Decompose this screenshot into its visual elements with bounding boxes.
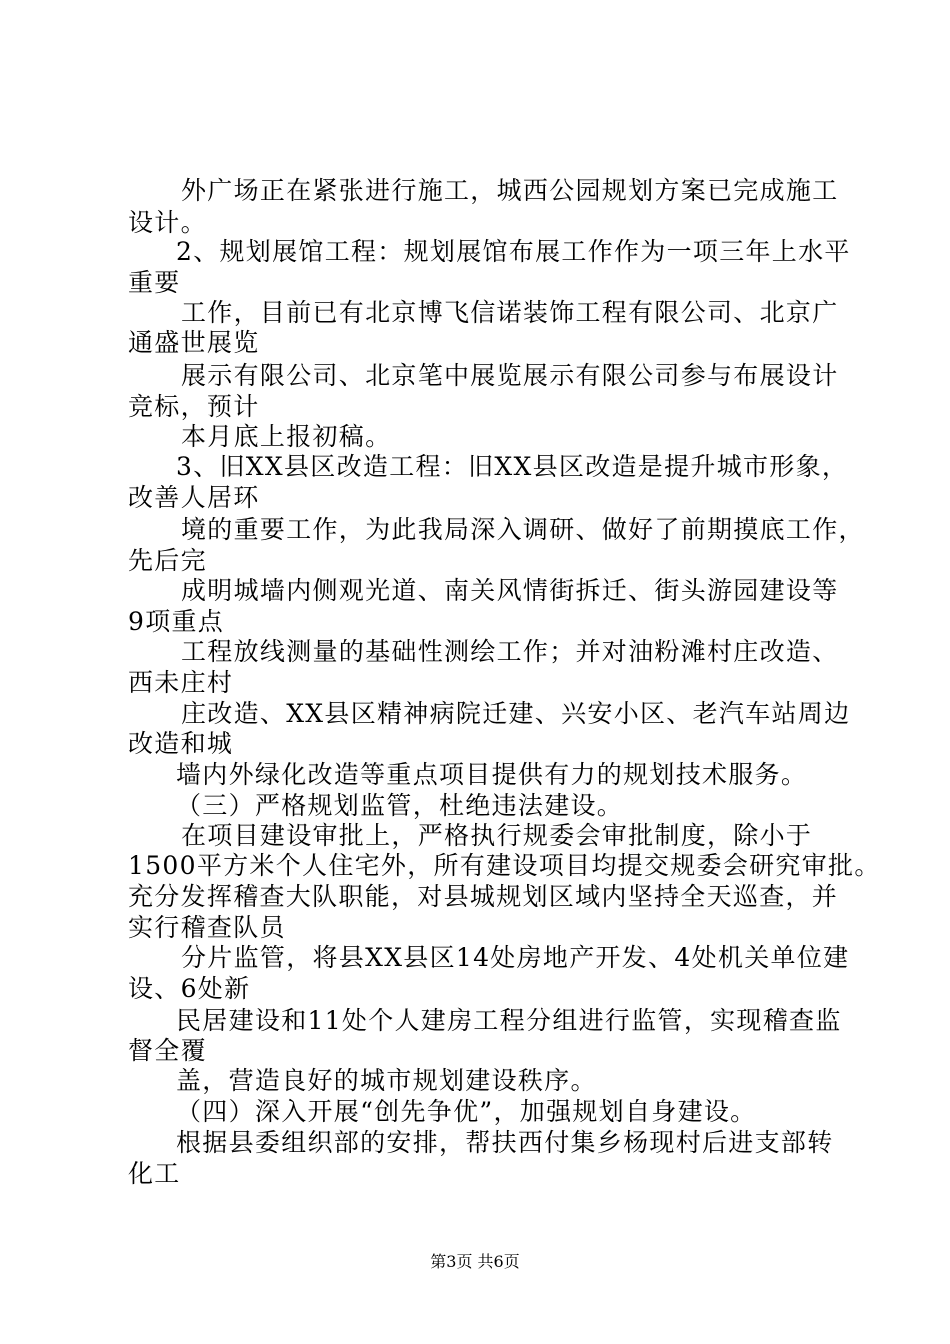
text-line: 改善人居环 [128,483,260,512]
text-line: 重要 [128,268,181,297]
text-line: 工程放线测量的基础性测绘工作；并对油粉滩村庄改造、 [181,637,839,666]
text-line: 成明城墙内侧观光道、南关风情街拆迁、街头游园建设等 [181,576,839,605]
text-line: 根据县委组织部的安排，帮扶西付集乡杨现村后进支部转 [176,1128,834,1157]
text-line: 盖，营造良好的城市规划建设秩序。 [176,1066,597,1095]
text-line: 设计。 [128,208,207,237]
text-line: 西未庄村 [128,668,234,697]
text-line: （三）严格规划监管，杜绝违法建设。 [176,791,624,820]
text-line: 2、规划展馆工程：规划展馆布展工作作为一项三年上水平 [176,237,851,266]
page-footer: 第3页 共6页 [430,1252,520,1271]
text-line: 庄改造、XX县区精神病院迁建、兴安小区、老汽车站周边 [181,699,851,728]
text-line: 境的重要工作，为此我局深入调研、做好了前期摸底工作， [181,515,865,544]
text-line: 分片监管，将县XX县区14处房地产开发、4处机关单位建 [181,943,850,972]
text-line: 先后完 [128,546,207,575]
text-line: 督全覆 [128,1036,207,1065]
text-line: 1500平方米个人住宅外，所有建设项目均提交规委会研究审批。 [128,851,881,880]
text-line: 在项目建设审批上，严格执行规委会审批制度，除小于 [181,821,813,850]
text-line: （四）深入开展“创先争优”，加强规划自身建设。 [176,1097,757,1126]
text-line: 改造和城 [128,729,234,758]
text-line: 墙内外绿化改造等重点项目提供有力的规划技术服务。 [176,760,808,789]
text-line: 外广场正在紧张进行施工，城西公园规划方案已完成施工 [181,176,839,205]
text-line: 充分发挥稽查大队职能，对县城规划区域内坚持全天巡查，并 [128,882,839,911]
text-line: 设、6处新 [128,974,251,1003]
text-line: 工作，目前已有北京博飞信诺装饰工程有限公司、北京广 [181,298,839,327]
text-line: 通盛世展览 [128,328,260,357]
text-line: 9项重点 [128,607,225,636]
text-line: 本月底上报初稿。 [181,422,392,451]
text-line: 民居建设和11处个人建房工程分组进行监管，实现稽查监 [176,1006,842,1035]
text-line: 展示有限公司、北京笔中展览展示有限公司参与布展设计 [181,361,839,390]
text-line: 竞标，预计 [128,392,260,421]
text-line: 化工 [128,1159,181,1188]
text-line: 实行稽查队员 [128,913,286,942]
text-line: 3、旧XX县区改造工程：旧XX县区改造是提升城市形象， [176,452,849,481]
